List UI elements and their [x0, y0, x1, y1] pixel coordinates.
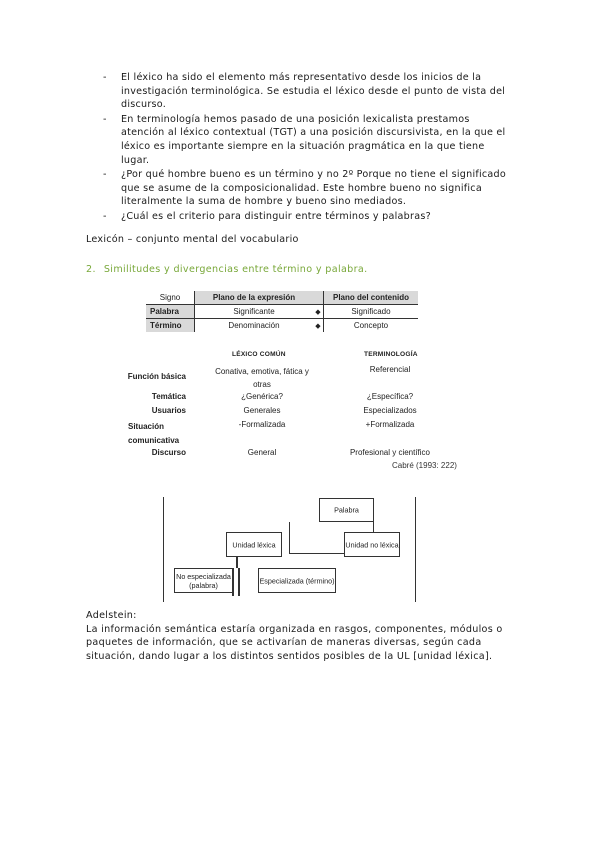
row-label: Temática — [151, 392, 186, 401]
row-label: Función básica — [127, 372, 186, 381]
node-palabra — [319, 498, 374, 522]
bullet-item — [103, 168, 513, 209]
node-label: Especializada (término) — [259, 576, 335, 585]
diamond-icon: ◆ — [313, 305, 324, 319]
section-title: Similitudes y divergencias entre término y palabra. — [103, 264, 368, 275]
cell-comun: General — [247, 448, 277, 457]
node-label: No especializada (palabra) — [176, 571, 231, 590]
connector-line — [289, 553, 344, 554]
col-header-terminologia: TERMINOLOGÍA — [364, 351, 418, 358]
adelstein-block — [86, 609, 516, 663]
section-number: 2. — [86, 264, 96, 275]
cell-term: +Formalizada — [365, 420, 415, 429]
section-heading — [86, 264, 368, 275]
node-no-especializada — [174, 568, 233, 593]
cell-comun: Conativa, emotiva, fática y otras — [215, 367, 309, 389]
bullet-marker: - — [103, 113, 107, 125]
row-expresion: Denominación — [228, 321, 280, 330]
connector-line — [373, 522, 374, 532]
bullet-item — [103, 210, 513, 224]
node-unidad-lexica — [226, 532, 282, 557]
row-label: Situación comunicativa — [128, 422, 180, 445]
cell-comun: ¿Genérica? — [241, 392, 283, 401]
bullet-text: ¿Cuál es el criterio para distinguir entre términos y palabras? — [121, 210, 431, 222]
signo-table-header — [146, 291, 418, 305]
bullet-item — [103, 113, 513, 167]
cell-term: Especializados — [363, 406, 417, 415]
node-especializada — [258, 568, 336, 593]
node-label: Unidad no léxica — [345, 540, 399, 549]
cell-term: Referencial — [369, 365, 411, 374]
connector-line — [289, 522, 290, 554]
table-row — [146, 305, 418, 319]
citation: Cabré (1993: 222) — [392, 461, 457, 470]
bullet-marker: - — [103, 169, 107, 181]
bullet-marker: - — [103, 72, 107, 83]
lexicon-definition: Lexicón – conjunto mental del vocabulario — [86, 234, 299, 245]
row-label: Discurso — [151, 448, 186, 457]
connector-line — [236, 556, 238, 568]
contenido-header: Plano del contenido — [324, 291, 419, 305]
adelstein-heading: Adelstein: — [86, 610, 137, 621]
frame-right-line — [415, 497, 416, 602]
signo-table — [146, 291, 418, 332]
row-label: Palabra — [146, 305, 195, 319]
bullet-item — [103, 71, 513, 112]
node-label: Unidad léxica — [232, 540, 276, 549]
frame-left-line — [163, 497, 164, 602]
row-contenido: Concepto — [353, 321, 389, 330]
adelstein-text: La información semántica estaría organizada en rasgos, componentes, módulos o paquetes de información, que se activarían de maneras diversas, según cada situación, dando lugar a los distintos sentidos posibles de la UL [unidad léxica]. — [86, 623, 503, 662]
bullet-marker: - — [103, 210, 107, 222]
col-header-comun: LÉXICO COMÚN — [232, 351, 286, 358]
signo-header: Signo — [146, 291, 195, 305]
cell-comun: -Formalizada — [238, 420, 286, 429]
bullet-list — [103, 71, 513, 225]
cell-term: ¿Específica? — [366, 392, 414, 401]
connector-line — [238, 568, 240, 596]
table-row — [146, 319, 418, 333]
cell-term: Profesional y científico — [349, 448, 431, 457]
row-label: Término — [146, 319, 195, 333]
node-label: Palabra — [334, 505, 359, 515]
cell-comun: Generales — [243, 406, 281, 415]
bullet-text: El léxico ha sido el elemento más representativo desde los inicios de la investigación terminológica. Se estudia el léxico desde el punto de vista del discurso. — [121, 72, 506, 111]
row-expresion: Significante — [195, 305, 314, 319]
bullet-text: En terminología hemos pasado de una posición lexicalista prestamos atención al léxico contextual (TGT) a una posición discursivista, en la que el léxico es importante siempre en la situación pragmática en la que tiene lugar. — [121, 113, 506, 166]
bullet-text: ¿Por qué hombre bueno es un término y no 2º Porque no tiene el significado que se asume de la composicionalidad. Este hombre bueno no significa literalmente la suma de hombre y bueno sino mediados. — [121, 169, 507, 208]
row-label: Usuarios — [151, 406, 186, 415]
expresion-header: Plano de la expresión — [195, 291, 314, 305]
diamond-icon: ◆ — [313, 319, 324, 333]
row-contenido: Significado — [324, 305, 419, 319]
node-unidad-no-lexica — [344, 532, 400, 557]
